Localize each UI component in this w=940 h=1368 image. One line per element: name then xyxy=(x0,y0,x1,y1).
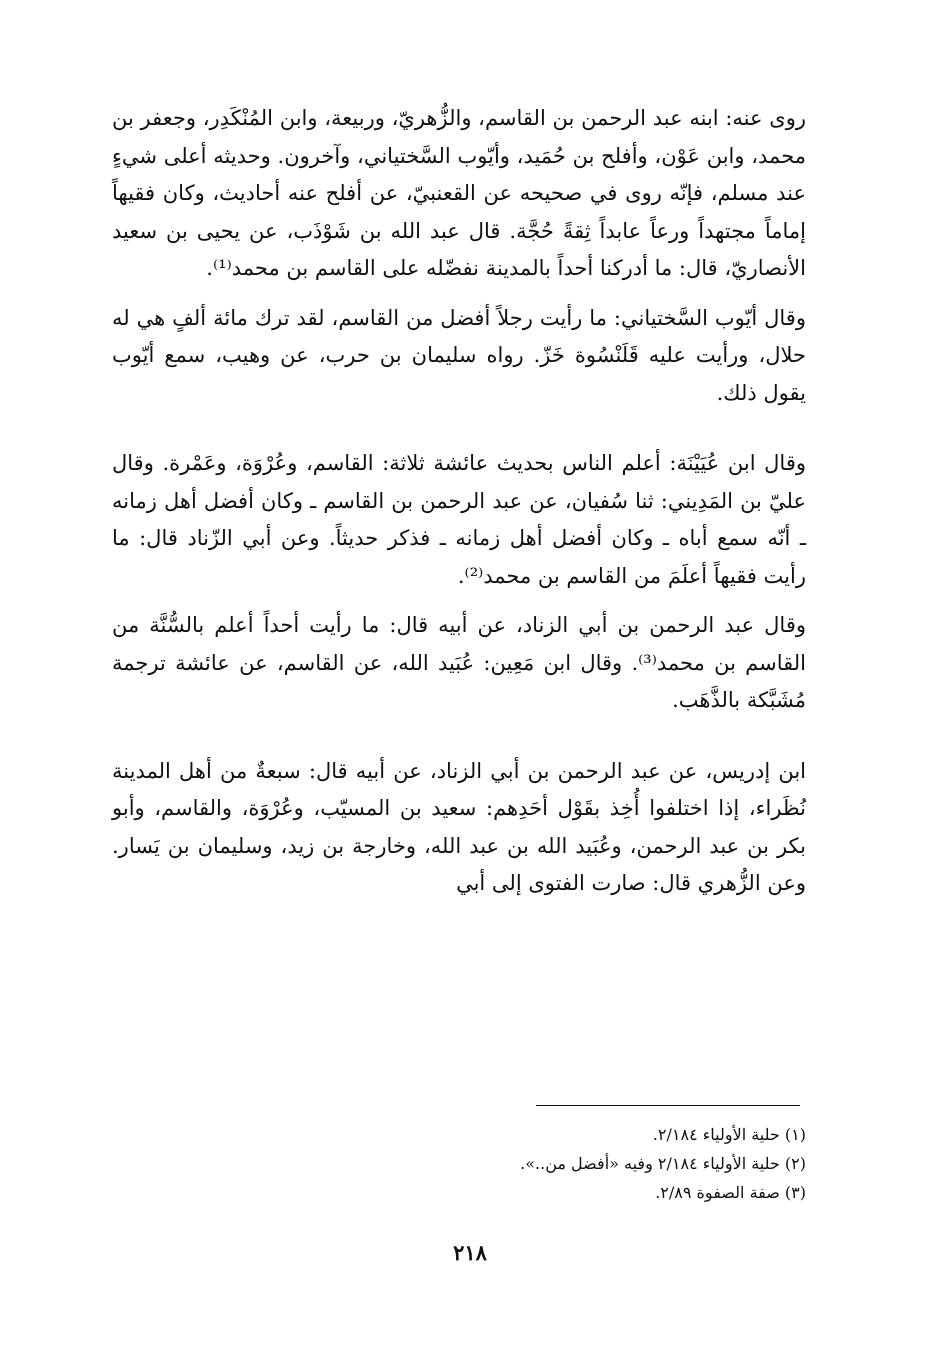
paragraph-5: ابن إدريس، عن عبد الرحمن بن أبي الزناد، عن أبيه قال: سبعةٌ من أهل المدينة نُظَراء، إذا اختلفوا أُخِذ بقَوْل أحَدِهم: سعيد بن المسيّب، وعُرْوَة، والقاسم، وأبو بكر بن عبد الرحمن، وعُبَيد الله بن عبد الله، وخارجة بن زيد، وسليمان بن يَسار. وعن الزُّهري قال: صارت الفتوى إلى أبي xyxy=(112,758,806,895)
footnotes xyxy=(300,1120,806,1207)
paragraph-gap xyxy=(112,288,806,300)
footnote-separator xyxy=(536,1105,800,1106)
paragraph-gap xyxy=(112,720,806,753)
footnote-3: (٣) صفة الصفوة ٢/٨٩. xyxy=(655,1183,806,1202)
footnote-2: (٢) حلية الأولياء ٢/١٨٤ وفيه «أفضل من..». xyxy=(520,1154,806,1173)
paragraph-gap xyxy=(112,595,806,607)
paragraph-3: وقال ابن عُيَيْنَة: أعلم الناس بحديث عائشة ثلاثة: القاسم، وعُرْوَة، وعَمْرة. وقال عليّ بن المَدِيني: ثنا سُفيان، عن عبد الرحمن بن القاسم ـ وكان أفضل أهل زمانه ـ أنّه سمع أباه ـ وكان أفضل أهل زمانه ـ فذكر حديثاً. وعن أبي الزّناد قال: ما رأيت فقيهاً أعلَمَ من القاسم بن محمد⁽²⁾. xyxy=(112,451,806,588)
paragraph-gap xyxy=(112,412,806,445)
page-number: ٢١٨ xyxy=(453,1240,487,1265)
footnote-1: (١) حلية الأولياء ٢/١٨٤. xyxy=(652,1125,806,1144)
paragraph-4: وقال عبد الرحمن بن أبي الزناد، عن أبيه قال: ما رأيت أحداً أعلم بالسُّنَّة من القاسم بن محمد⁽³⁾. وقال ابن مَعِين: عُبَيد الله، عن القاسم، عن عائشة ترجمة مُشَبَّكة بالذَّهَب. xyxy=(112,613,807,712)
paragraph-1: روى عنه: ابنه عبد الرحمن بن القاسم، والزُّهريّ، وربيعة، وابن المُنْكَدِر، وجعفر بن محمد، وابن عَوْن، وأفلح بن حُمَيد، وأيّوب السَّختياني، وآخرون. وحديثه أعلى شيءٍ عند مسلم، فإنّه روى في صحيحه عن القعنبيّ، عن أفلح عنه أحاديث، وكان فقيهاً إماماً مجتهداً ورعاً عابداً ثِقةً حُجَّة. قال عبد الله بن شَوْذَب، عن يحيى بن سعيد الأنصاريّ، قال: ما أدركنا أحداً بالمدينة نفضّله على القاسم بن محمد⁽¹⁾. xyxy=(112,106,806,280)
main-text xyxy=(112,100,806,903)
paragraph-2: وقال أيّوب السَّختياني: ما رأيت رجلاً أفضل من القاسم، لقد ترك مائة ألفٍ هي له حلال، ورأيت عليه قَلَنْسُوة خَزّ. رواه سليمان بن حرب، عن وهيب، سمع أيّوب يقول ذلك. xyxy=(112,305,806,405)
